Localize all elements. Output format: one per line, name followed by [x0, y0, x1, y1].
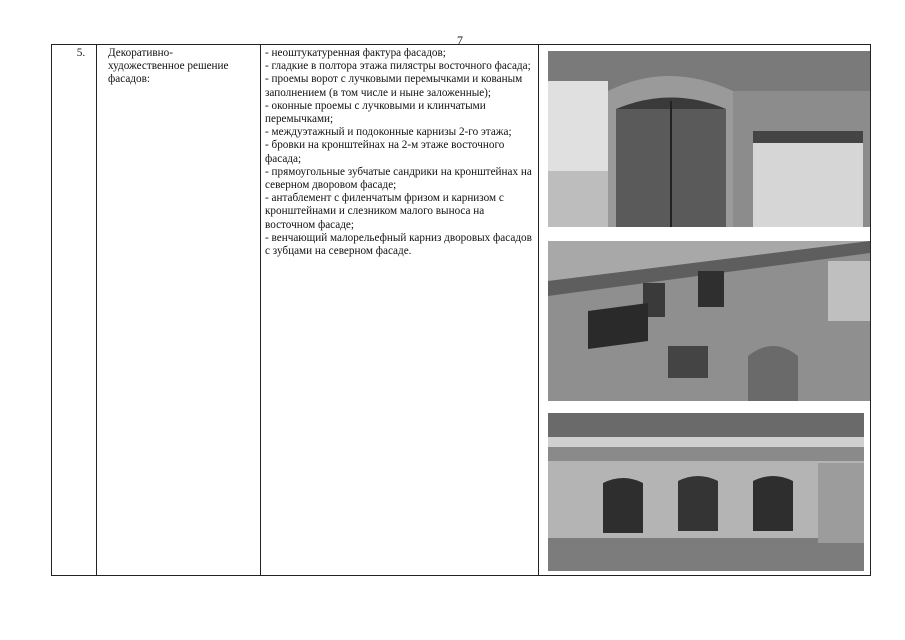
feature-name: [108, 47, 258, 87]
column-divider: [538, 44, 539, 576]
list-item: - гладкие в полтора этажа пилястры восточного фасада;: [265, 60, 531, 73]
list-item: - антаблемент с филенчатым фризом и карнизом с кронштейнами и слезником малого выноса на восточном фасаде;: [265, 192, 504, 231]
row-number: 5.: [76, 47, 86, 59]
list-item: - оконные проемы с лучковыми и клинчатыми перемычками;: [265, 99, 486, 126]
photo-street-facade: [548, 413, 864, 571]
list-item: - проемы ворот с лучковыми перемычками и кованым заполнением (в том числе и ныне заложенные);: [265, 73, 523, 99]
list-item: - венчающий малорельефный карниз дворовых фасадов с зубцами на северном фасаде.: [265, 231, 532, 258]
list-item: - междуэтажный и подоконные карнизы 2-го этажа;: [265, 126, 512, 139]
feature-items-list: [265, 47, 535, 258]
list-item: - неоштукатуренная фактура фасадов;: [265, 47, 446, 59]
page-number: 7: [457, 33, 463, 47]
feature-line: художественное решение: [108, 60, 229, 73]
list-item: - прямоугольные зубчатые сандрики на кронштейнах на северном дворовом фасаде;: [265, 165, 532, 192]
list-item: - бровки на кронштейнах на 2-м этаже восточного фасада;: [265, 139, 505, 165]
column-divider: [260, 44, 261, 576]
photo-courtyard-facade: [548, 241, 870, 401]
column-divider: [96, 44, 97, 576]
feature-line: фасадов:: [108, 73, 150, 86]
feature-line: Декоративно-: [108, 47, 173, 59]
photo-gate-facade: [548, 51, 870, 227]
